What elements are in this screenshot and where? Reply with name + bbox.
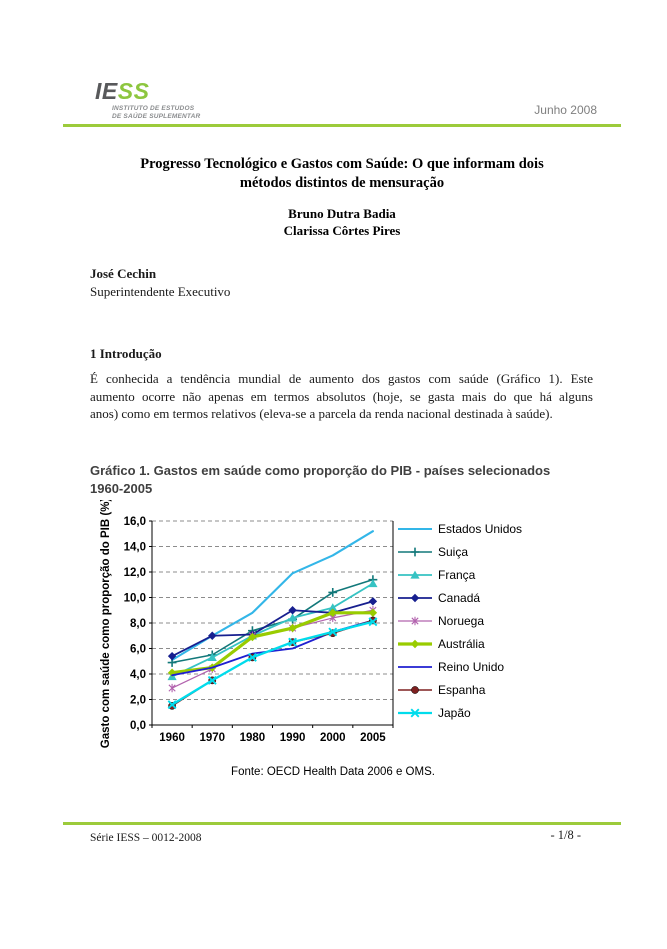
executive-role: Superintendente Executivo	[90, 284, 231, 299]
legend-label-noruega: Noruega	[438, 614, 485, 628]
iess-logo	[95, 80, 200, 121]
marker-circle-legend-espanha	[411, 686, 418, 693]
x-tick-label: 1960	[159, 732, 185, 744]
issue-date: Junho 2008	[534, 103, 597, 117]
footer-series-label: Série IESS – 0012-2008	[90, 832, 202, 844]
x-tick-label: 1990	[279, 732, 306, 744]
authors	[63, 206, 621, 239]
logo-subtitle-line1: INSTITUTO DE ESTUDOS	[112, 105, 195, 112]
y-tick-label: 14,0	[123, 541, 146, 554]
y-tick-label: 10,0	[123, 592, 146, 605]
footer-rule	[63, 822, 621, 825]
y-tick-label: 0,0	[130, 720, 146, 732]
marker-star-noruega	[169, 684, 175, 692]
y-tick-label: 12,0	[123, 567, 146, 579]
logo-wordmark-gray: IE	[95, 78, 118, 104]
legend-label-reino-unido: Reino Unido	[438, 660, 505, 674]
logo-subtitle	[112, 105, 200, 121]
legend-label-japao: Japão	[438, 706, 471, 720]
legend-label-australia: Austrália	[438, 637, 485, 651]
paragraph-line: aumento ocorre não apenas em termos absolutos (hoje, se gasta mais do que há alguns	[90, 388, 593, 404]
marker-diamond-legend-canada	[411, 594, 419, 602]
marker-plus-legend-suica	[411, 548, 420, 557]
page-title-line2: métodos distintos de mensuração	[239, 175, 445, 191]
y-tick-label: 4,0	[130, 669, 146, 681]
y-tick-label: 6,0	[130, 643, 146, 656]
executive-block	[90, 265, 230, 301]
page-title-line1: Progresso Tecnológico e Gastos com Saúde: O que informam dois	[140, 156, 544, 172]
header-rule	[63, 124, 621, 127]
marker-plus-suica	[328, 588, 337, 597]
y-tick-label: 2,0	[130, 694, 146, 707]
line-chart	[98, 500, 568, 762]
chart-svg	[98, 500, 568, 762]
paragraph-line: anos) como em termos relativos (eleva-se a parcela da renda nacional destinada à saúde).	[90, 406, 553, 421]
legend-label-estados-unidos: Estados Unidos	[438, 522, 523, 536]
marker-diamond-canada	[369, 597, 377, 605]
legend-label-franca: França	[438, 568, 476, 582]
legend-label-espanha: Espanha	[438, 683, 486, 697]
author-name: Clarissa Côrtes Pires	[283, 222, 401, 238]
x-tick-label: 1980	[239, 732, 266, 744]
figure-caption-line1: Gráfico 1. Gastos em saúde como proporção do PIB - países selecionados	[90, 463, 551, 478]
paragraph-line: É conhecida a tendência mundial de aumento dos gastos com saúde (Gráfico 1). Este	[90, 371, 593, 386]
x-tick-label: 2000	[319, 732, 346, 744]
legend-label-suica: Suiça	[438, 545, 469, 559]
figure-caption-line2: 1960-2005	[90, 480, 153, 496]
author-name: Bruno Dutra Badia	[288, 206, 396, 221]
logo-wordmark	[95, 80, 200, 103]
footer-page-number: - 1/8 -	[550, 828, 581, 842]
executive-name: José Cechin	[90, 266, 157, 281]
x-tick-label: 2005	[360, 732, 386, 744]
logo-wordmark-green: SS	[117, 78, 150, 104]
marker-diamond-canada	[288, 606, 296, 614]
section-heading-introduction: 1 Introdução	[90, 346, 162, 361]
logo-subtitle-line2: DE SAÚDE SUPLEMENTAR	[112, 113, 201, 120]
marker-diamond-australia	[369, 609, 377, 617]
x-tick-label: 1970	[199, 732, 226, 744]
y-tick-label: 8,0	[130, 618, 146, 630]
page-title	[63, 155, 621, 193]
figure-source: Fonte: OECD Health Data 2006 e OMS.	[231, 766, 435, 778]
figure-caption	[90, 462, 620, 497]
legend-label-canada: Canadá	[438, 591, 481, 605]
y-tick-label: 16,0	[123, 516, 146, 528]
y-axis-title: Gasto com saúde como proporção do PIB (%)	[100, 500, 112, 749]
intro-paragraph	[90, 370, 593, 423]
marker-diamond-legend-australia	[411, 640, 419, 648]
